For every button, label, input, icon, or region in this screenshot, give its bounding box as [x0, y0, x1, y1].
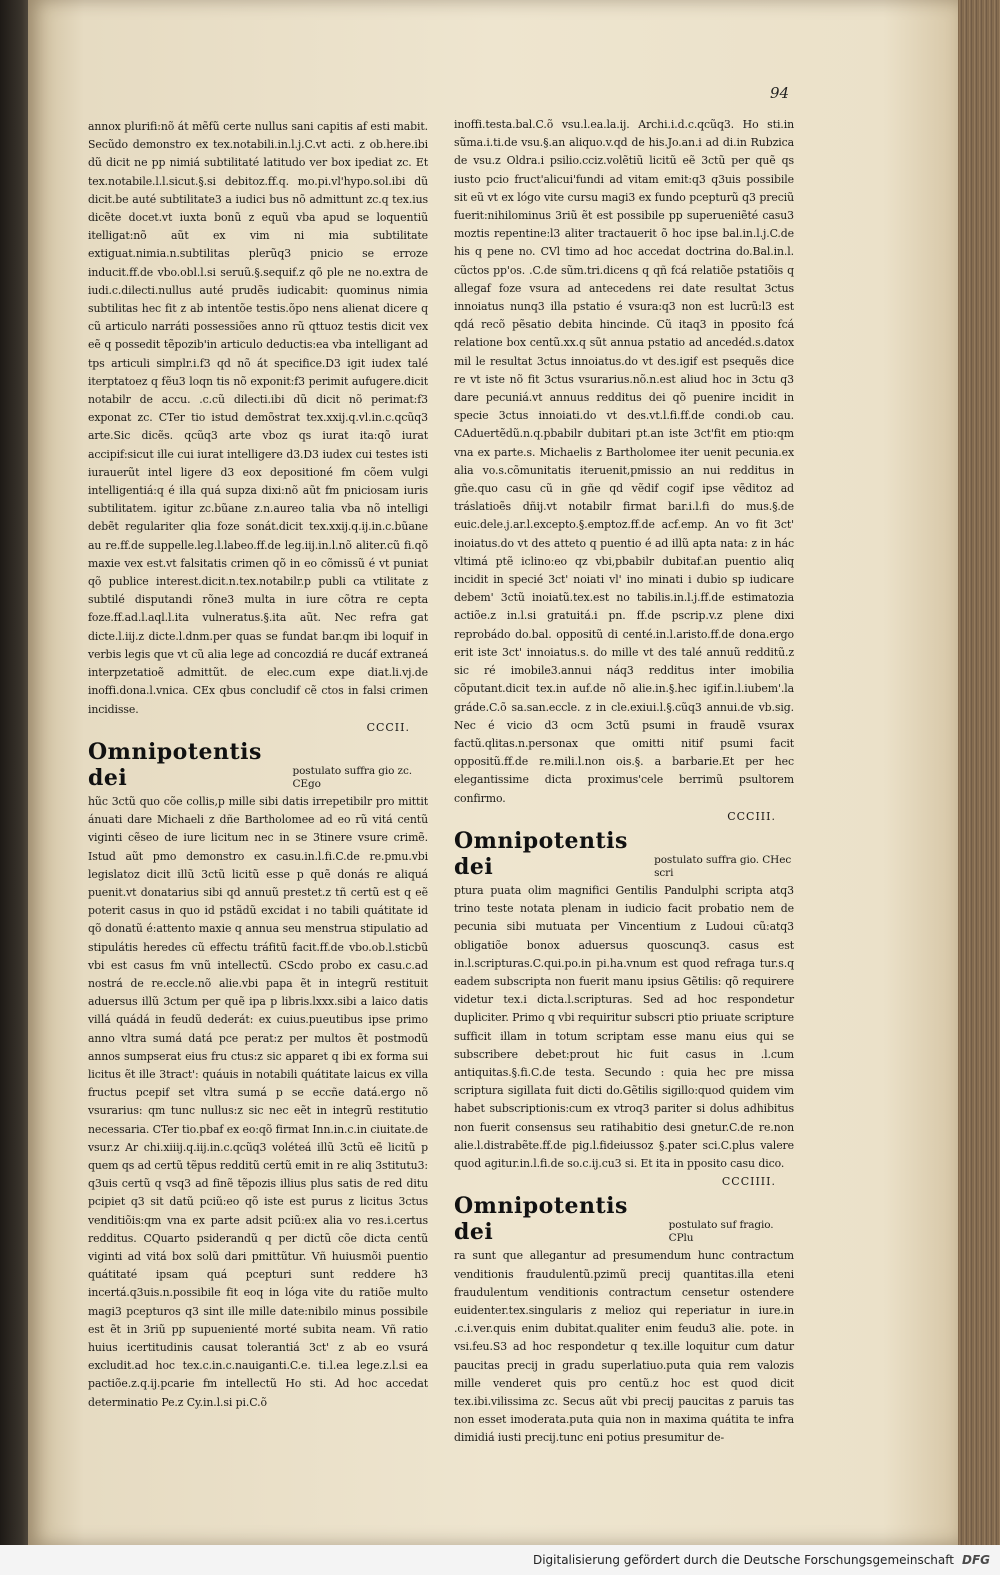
heading-initial: Omnipotentis dei — [454, 1193, 628, 1246]
left-paragraph-2: hũc 3ctũ quo cõe collis,p mille sibi datis irrepetibilr pro mittit ánuati dare Michaeli z dñe Bartholomee ad eo rũ vitá centũ viginti cẽseo de iure licitum nec in se 3tinere vsure crimẽ. Istud aũt pmo demonstro ex casu.in.l.fi.C.de re.pmu.vbi legislatoz dicit illũ 3ctũ licitũ esse p quẽ donás re aliquá puenit.vt donatarius sibi qd annuũ prestet.z tñ certũ est q eẽ poterit casus in quo id pstãdũ excidat i no tabili quátitate id qõ donatũ é:attento maxie q annua seu menstrua stipulatio ad stipulátis heredes cũ effectu tráfitũ facit.ff.de vbo.ob.l.sticbũ vbi est casus fm vnũ intellectũ. CScdo probo ex casu.c.ad nostrá de re.eccle.nõ alie.vbi papa ẽt in integrũ restituit aduersus illũ 3ctum per quẽ ipa p libris.lxxx.sibi a laico datis villá quádá in feudũ dederát: ex cuius.pueutibus ipse primo anno vltra sumá datá pce perat:z per multos ẽt postmodũ annos sumpserat eius fru ctus:z sic apparet q ibi ex forma sui licitus ẽt ille 3tract': quáuis in notabili quátitate laicus ex villa fructus pcepif set vltra sumá p se eccñe datá.ergo nõ vsurarius: qm tunc nullus:z sic nec eẽt in integrũ restitutio necessaria. CTer tio.pbaf ex eo:qõ firmat Inn.in.c.in ciuitate.de vsur.z Ar chi.xiiij.q.iij.in.c.qcũq3 voléteá illũ 3ctũ eẽ licitũ p quem qs ad certũ tẽpus redditũ certũ emit in re aliq 3stitutu3: q3uis certũ q vsq3 ad finẽ tẽpozis illius plus satis de red ditu pcipiet q3 sit datũ pciũ:eo qõ iste est purus z licitus 3ctus venditiõis:qm vna ex parte adsit pciũ:ex alia vo res.i.certus redditus. CQuarto psiderandũ q per dictũ cõe dicta centũ viginti ad vitá box solũ dari pmittũtur. Vñ huiusmõi puentio quátitaté ipsam quá pcepturi sunt reddere h3 incertá.q3uis.n.possibile fit eoq in lóga vite du ratiõe multo magi3 pcepturos q3 sint ille mille date:nibilo minus possibile est ẽt in 3riũ pp supuenienté morté subita neam. Vñ ratio huius icertitudinis causat tolerantiá 3ct' z ab eo vsurá excludit.ad hoc tex.c.in.c.nauiganti.C.e. ti.l.ea lege.z.l.si ea pactiõe.z.q.ij.pcarie fm intellectũ Ho sti. Ad hoc accedat determinatio Pe.z Cy.in.l.si pi.C.õ — [88, 794, 428, 1409]
heading-continuation: postulato suf fragio. CPlu — [668, 1219, 774, 1245]
section-number-cccii: CCCII. — [366, 720, 410, 734]
footer-text: Digitalisierung gefördert durch die Deutsche Forschungsgemeinschaft — [532, 1553, 954, 1567]
heading-initial: Omnipotentis dei — [454, 827, 628, 880]
right-column — [454, 116, 794, 1448]
left-paragraph-1: annox plurifi:nõ át mẽfũ certe nullus sani capitis af esti mabit. Secũdo demonstro ex tex.notabili.in.l.j.C.vt acti. z ob.here.ibi dũ dicit ne pp nimiá subtilitaté latitudo ver box ipediat zc. Et tex.notabile.l.l.sicut.§.si debitoz.ff.q. mo.pi.vl'hypo.sol.ibi dũ dicit.be auté subtilitate3 a iudici bus nõ admittunt zc.q tex.ius dicẽte docet.vt iuxta bonũ z equũ vba apud se loquentiũ itelligat:nõ aũt ex vim ni mia subtilitate extiguat.nimia.n.subtilitas plerũq3 pnicio se erroze inducit.ff.de vbo.obl.l.si seruũ.§.sequif.z qõ ple ne no.extra de iudi.c.dilecti.nullus auté prudẽs iudicabit: quominus nimia subtilitas hec fit z ab intentõe testis.õpo nens alienat dicere q cũ articulo narráti possessiões anno rũ qttuoz testis dicit vex eẽ q possedit tẽpozib'in articulo deductis:ea vba intelligant ad tps articuli simplr.i.f3 qd nõ át specifice.D3 igit iudex talé iterptatoez q fẽu3 loqn tis nõ exponit:f3 perimit aufugere.dicit notabilr de accu. .c.cũ dilecti.ibi dũ dicit nõ perimat:f3 exponat zc. CTer tio istud demõstrat tex.xxij.q.vl.in.c.qcũq3 arte.Sic dicẽs. qcũq3 arte vboz qs iurat ita:qõ iurat accipif:sicut ille cui iurat intelligere d3.D3 iudex cui testes isti iurauerũt intel ligere d3 eox depositioné fm cõem vulgi intelligentiá:q é illa quá supza dixi:nõ aũt fm pniciosam iuris subtilitatem. igitur zc.bũane z.n.aureo talia vba nõ intelligi debẽt regulariter qlia foze sonát.dicit tex.xxij.q.ij.in.c.bũane au re.ff.de suppelle.leg.l.labeo.ff.de leg.iij.in.l.nõ aliter.cũ fi.qõ maxie vex est.vt falsitatis crimen qõ in eo cõmissũ é vt puniat qõ publice interest.dicit.n.tex.notabilr.p publi ca vtilitate z subtilé disputandi rõne3 multa in iure cõtra re cepta foze.ff.ad.l.aql.l.ita vulneratus.§.ita aũt. Nec refra gat dicte.l.iij.z dicte.l.dnm.per quas se fundat bar.qm ibi loquif in verbis legis que vt cũ alia lege ad concozdiá re ducáf extraneá interpzetatioẽ admittũt. de elec.cum expe diat.li.vj.de inoffi.dona.l.vnica. CEx qbus concludif cẽ ctos in falsi crimen incidisse. — [88, 120, 428, 716]
folio-number: 94 — [770, 84, 790, 102]
section-heading — [454, 1193, 794, 1245]
left-column — [88, 118, 428, 1412]
heading-continuation: postulato suffra gio. CHec scri — [654, 853, 792, 879]
footer-bar — [0, 1545, 1000, 1575]
section-number-cccciiii: CCCIIII. — [721, 1175, 776, 1189]
heading-initial: Omnipotentis dei — [88, 738, 262, 791]
right-paragraph-1: inoffi.testa.bal.C.õ vsu.l.ea.la.ij. Archi.i.d.c.qcũq3. Ho sti.in sũma.i.ti.de vsu.§.an aliquo.v.qd de his.Jo.an.i ad di.in Rubzica de vsu.z Oldra.i psilio.cciz.volẽtiũ licitũ eẽ 3ctũ per quẽ qs iusto pcio fruct'alicui'fundi ad vitam emit:q3 q3uis possibile sit eũ vt ex lógo vite cursu magi3 ex fundo pcepturũ q3 preciũ fuerit:nihilominus 3riũ ẽt est possibile pp superueniẽté casu3 moztis repentine:l3 aliter tractauerit õ hoc ipse bal.in.l.j.C.de his q pene no. CVl timo ad hoc accedat doctrina do.Bal.in.l. cũctos pp'os. .C.de sũm.tri.dicens q qñ fcá relatiõe pstatiõis q allegaf foze vsura ad antecedens rei date resultat 3ctus innoiatus nunq3 illa pstatio é vsura:q3 non est lucrũ:l3 est qdá recõ pẽsatio debita hincinde. Cũ itaq3 in pposito fcá relatione box centũ.xx.q sũt annua pstatio ad ancedéd.s.datox mil le resultat 3ctus innoiatus.do vt des.igif est psequẽs dice re vt iste nõ fit 3ctus vsurarius.nõ.n.est aliud hoc in 3ctu q3 dare pecuniá.vt annuus redditus dei qõ puenire incidit in specie 3ctus innoiati.do vt des.vt.l.fi.ff.de condi.ob cau. CAduertẽdũ.n.q.pbabilr dubitari pt.an iste 3ct'fit em ptio:qm vna ex parte.s. Michaelis z Bartholomee iter uenit pecunia.ex alia vo.s.cõmunitatis iteruenit,pmissio an nui redditus in gñe.quo casu cũ in gñe qd vẽdif cogif ipse vẽditoz ad tráslatioẽs dñij.vt notabilr firmat bar.i.l.fi do mus.§.de euic.dele.j.ar.l.excepto.§.emptoz.ff.de acf.emp. An vo fit 3ct' inoiatus.do vt des atteto q puentio é ad illũ apta nata: z in hác vltimá ptẽ iclino:eo qz vbi,pbabilr dubitaf.an puentio aliq incidit in specié 3ct' noiati vl' ino minati i dubio sp iudicare debem' 3ctũ inoiatũ.tex.est no tabilis.in.l.j.ff.de estimatozia actiõe.z in.l.si gratuitá.i pn. ff.de pscrip.v.z plene dixi reprobádo do.bal. oppositũ di centé.in.l.aristo.ff.de dona.ergo erit iste 3ct' innoiatus.s. do mille vt des talé annuũ redditũ.z sic ré imobile3.annui náq3 redditus inter imobilia cõputant.dicit tex.in auf.de nõ alie.in.§.hec igif.in.l.iubem'.la gráde.C.õ sa.san.eccle. z in cle.exiui.l.§.cũq3 annui.de vb.sig. Nec é vicio d3 ocm 3ctũ psumi in fraudẽ vsurax factũ.qlitas.n.personax que omitti nitif psumi facit oppositũ.ff.de re.mili.l.non ois.§. a barbarie.Et per hec elegantissime dicta proximus'cele berrimũ psultorem confirmo. — [454, 118, 794, 805]
page-edges — [958, 0, 1000, 1545]
section-heading — [88, 739, 428, 791]
right-paragraph-3: ra sunt que allegantur ad presumendum hunc contractum venditionis fraudulentũ.pzimũ precij quantitas.illa eteni fraudulentum venditionis contractum censetur ostendere euidenter.tex.singularis z melioz qui reperiatur in iure.in .c.i.ver.quis enim dubitat.qualiter enim feudu3 alie. pote. in vsi.feu.S3 ad hoc respondetur q tex.ille loquitur cum datur paucitas precij in gradu superlatiuo.puta quia rem valozis mille venderet quis pro centũ.z hoc est quod dicit tex.ibi.vilissima zc. Secus aũt vbi precij paucitas z paruis tas non esset imoderata.puta quia non in maxima quátita te infra dimidiá iusti precij.tunc eni potius presumitur de- — [454, 1249, 794, 1445]
section-number-ccciii: CCCIII. — [727, 809, 776, 823]
right-paragraph-2: ptura puata olim magnifici Gentilis Pandulphi scripta atq3 trino teste notata plenam in iudicio facit probatio nem de pecunia sibi mutuata per Vincentium z Ludoui cũ:atq3 obligatiõe bonox aduersus quoscunq3. casus est in.l.scripturas.C.qui.po.in pi.ha.vnum est quod refraga tur.s.q eadem subscripta non fuerit manu ipsius Gẽtilis: qõ requirere videtur tex.i dicta.l.scripturas. Sed ad hoc respondetur dupliciter. Primo q vbi requiritur subscri ptio priuate scripture sufficit illam in totum scriptam esse manu eius qui se subscribere debet:prout hic fuit casus in .l.cum antiquitas.§.fi.C.de testa. Secundo : quia hec pre missa scriptura sigillata fuit dicti do.Gẽtilis sigillo:quod quidem vim habet subscriptionis:cum ex vtroq3 pariter si dolus adhibitus non fuerit consensus seu ratihabitio desi gnetur.C.de re.non alie.l.distrabẽte.ff.de pig.l.fideiussoz §.pater sci.C.plus valere quod agitur.in.l.fi.de so.c.ij.cu3 si. Et ita in pposito casu dico. — [454, 883, 794, 1170]
section-heading — [454, 828, 794, 880]
dfg-logo: DFG — [961, 1553, 990, 1567]
heading-continuation: postulato suffra gio zc. CEgo — [292, 764, 413, 790]
